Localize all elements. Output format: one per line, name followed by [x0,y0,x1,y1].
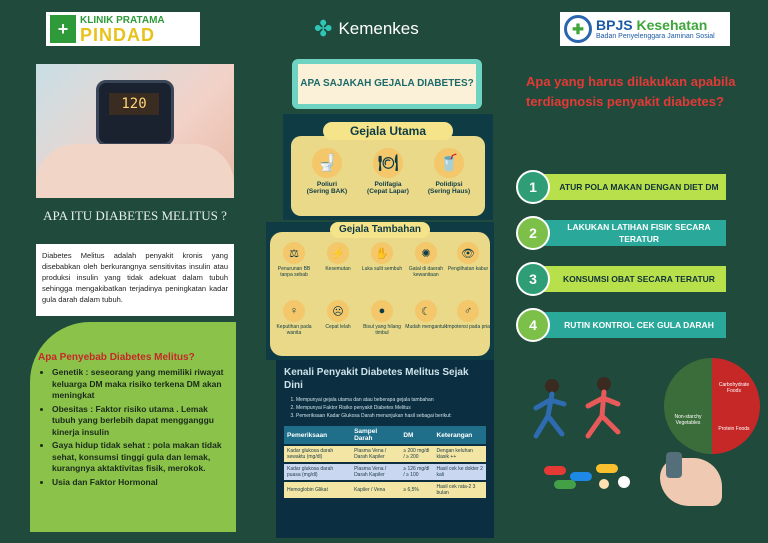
meter-reading: 120 [109,93,159,115]
step-2-bar: LAKUKAN LATIHAN FISIK SECARA TERATUR [532,220,726,246]
early-step: 2. Mempunyai Faktor Risiko penyakit Diabetes Melitus [296,404,486,412]
early-step: 1. Mempunyai gejala utama dan atau beberapa gejala tambahan [296,396,486,404]
additional-symptoms-title: Gejala Tambahan [330,222,430,238]
toilet-icon: 🚽 [312,148,342,178]
kemenkes-logo [314,16,419,42]
early-step: 3. Pemeriksaan Kadar Glukosa Darah menunjukan hasil sebagai berikut: [296,412,486,420]
glucose-table [284,424,486,500]
step-1-bar: ATUR POLA MAKAN DENGAN DIET DM [532,174,726,200]
eye-icon: 👁 [457,242,479,264]
table-row: Kadar glukosa darah sewaktu (mg/dl) Plasma Vena / Darah Kapiler ≥ 200 mg/dl / ≥ 200 Dengan keluhan klasik ++ [284,446,486,462]
finger-glucose-check-illustration [660,458,722,506]
bpjs-emblem-icon: ✚ [564,15,592,43]
step-2 [516,216,726,250]
symptom-polifagia: 🍽 Polifagia (Cepat Lapar) [358,148,418,195]
symptom-item: ♀ Keputihan pada wanita [272,300,316,336]
symptom-polidipsi: 🥤 Polidipsi (Sering Haus) [419,148,479,195]
symptom-item: ✋ Luka sulit sembuh [360,242,404,272]
symptom-item: ⚡ Kesemutan [316,242,360,272]
table-header-row: Pemeriksaan Sampel Darah DM Keterangan [284,426,486,444]
table-row: Kadar glukosa darah puasa (mg/dl) Plasma Vena / Darah Kapiler ≥ 126 mg/dl / ≥ 100 Hasil cek ke dokter 2 kali [284,464,486,480]
section-title-what-is-dm: APA ITU DIABETES MELITUS ? [36,198,234,234]
glucometer-icon [666,452,682,478]
clinic-cross-icon: + [50,15,76,43]
step-3 [516,262,726,296]
early-title: Kenali Penyakit Diabetes Melitus Sejak Dini [284,367,469,391]
step-4-number: 4 [516,308,550,342]
glucose-meter-icon [96,80,174,146]
food-label: Non-starchy Vegetables [674,414,702,426]
table-row: Hemoglobin Glikat Kapiler / Vena ≥ 6,5% Hasil cek rata-2 3 bulan [284,482,486,498]
early-detection-panel [276,360,494,538]
symptoms-question: APA SAJAKAH GEJALA DIABETES? [298,64,476,104]
step-2-number: 2 [516,216,550,250]
glucose-meter-photo [36,64,234,198]
step-3-bar: KONSUMSI OBAT SECARA TERATUR [532,266,726,292]
food-label: Protein Foods [718,426,750,432]
pindad-line2: PINDAD [80,24,156,45]
kemenkes-text: Kemenkes [338,19,419,38]
causes-list [38,367,226,488]
symptom-item: ✺ Gatal di daerah kewanitaan [404,242,448,278]
step-3-number: 3 [516,262,550,296]
wound-icon: ✋ [371,242,393,264]
cause-item: • Gaya hidup tidak sehat : pola makan tidak sehat, konsumsi tinggi gula dan lemak, kurangnya aktaktivitas fisik, merokok. [52,440,226,475]
symptom-item: 👁 Penglihatan kabur [446,242,490,272]
bpjs-subtitle: Badan Penyelenggara Jaminan Sosial [596,33,715,40]
main-symptoms-title: Gejala Utama [323,122,453,140]
kemenkes-leaf-icon: ✤ [314,16,333,41]
food-plate-chart [664,358,760,454]
symptom-item: ⚖ Penurunan BB tanpa sebab [272,242,316,278]
main-symptoms-panel [283,114,493,220]
early-steps [284,396,486,420]
drinking-icon: 🥤 [434,148,464,178]
cause-item: • Usia dan Faktor Hormonal [52,477,226,489]
medicine-pills-illustration [540,458,640,492]
pindad-line1: KLINIK PRATAMA [80,14,165,26]
tired-icon: ☹ [327,300,349,322]
symptom-poliuri: 🚽 Poliuri (Sering BAK) [297,148,357,195]
symptoms-question-box [292,59,482,109]
bpjs-logo [560,12,730,46]
step-4-bar: RUTIN KONTROL CEK GULA DARAH [532,312,726,338]
pindad-logo [46,12,200,46]
step-1-number: 1 [516,170,550,204]
cause-item: • Genetik : seseorang yang memiliki riwayat keluarga DM maka risiko terkena DM akan meningkat [52,367,226,402]
symptom-item: ♂ Impotensi pada pria [446,300,490,330]
scale-icon: ⚖ [283,242,305,264]
hand-shape [36,144,234,198]
male-icon: ♂ [457,300,479,322]
tingling-icon: ⚡ [327,242,349,264]
step-4 [516,308,726,342]
boil-icon: ● [371,300,393,322]
causes-title: Apa Penyebab Diabetes Melitus? [38,352,195,363]
cause-item: • Obesitas : Faktor risiko utama . Lemak tubuh yang berlebih dapat mengganggu kinerja insulin [52,404,226,439]
additional-symptoms-panel [266,222,494,360]
itch-icon: ✺ [415,242,437,264]
food-label: Carbohydrate Foods [718,382,750,394]
symptom-item: ☹ Cepat lelah [316,300,360,330]
causes-panel [30,322,236,532]
eating-icon: 🍽 [373,148,403,178]
symptom-item: ● Bisul yang hilang timbul [360,300,404,336]
what-to-do-question: Apa yang harus dilakukan apabila terdiagnosis penyakit diabetes? [526,74,736,109]
female-icon: ♀ [283,300,305,322]
runners-illustration [522,374,642,444]
sleepy-icon: ☾ [415,300,437,322]
step-1 [516,170,726,204]
dm-description: Diabetes Melitus adalah penyakit kronis yang disebabkan oleh berkurangnya sensitivitas insulin atau produksi insulin yang tidak adekuat dalam tubuh sehingga mengakibatkan terjadinya peningkatan kadar gula darah dalam tubuh. [36,244,234,316]
bpjs-title: BPJS Kesehatan [596,17,708,33]
symptom-item: ☾ Mudah mengantuk [404,300,448,330]
